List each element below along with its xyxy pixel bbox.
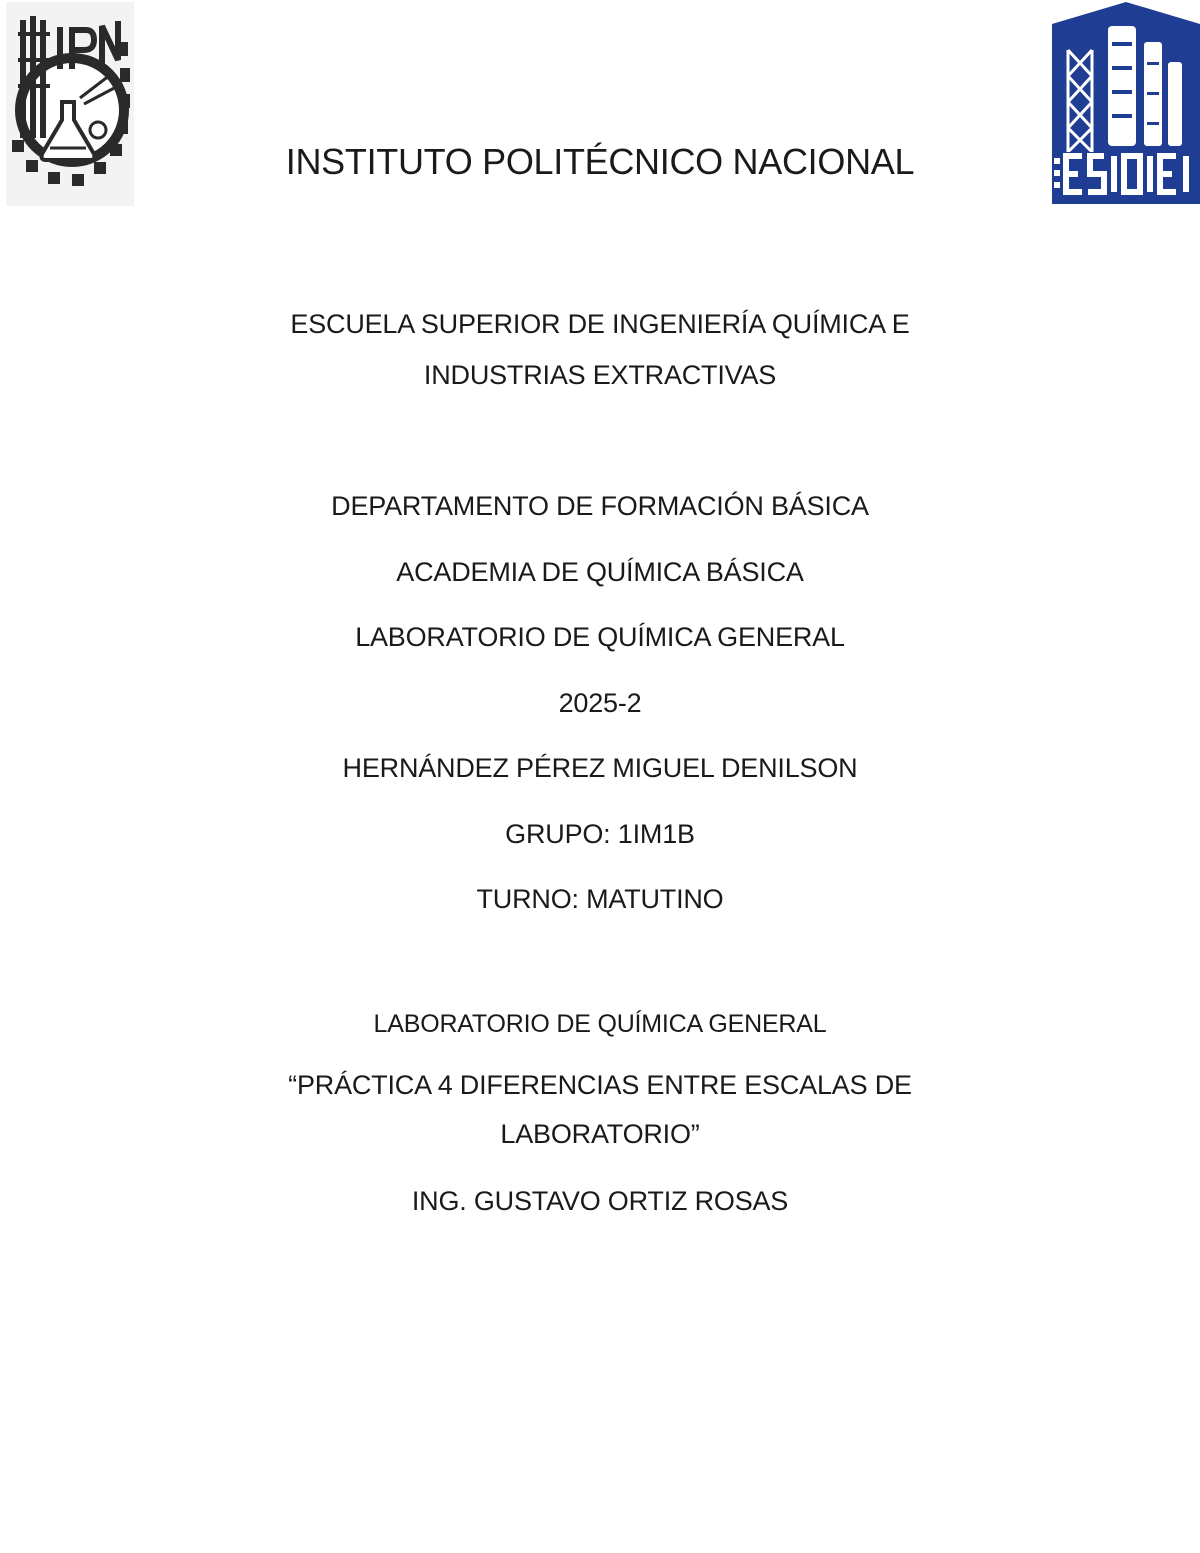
group-label: GRUPO: 1IM1B bbox=[505, 819, 695, 849]
teacher-name: ING. GUSTAVO ORTIZ ROSAS bbox=[411, 1186, 789, 1216]
practice-subject: LABORATORIO DE QUÍMICA GENERAL bbox=[373, 1010, 827, 1038]
student-name: HERNÁNDEZ PÉREZ MIGUEL DENILSON bbox=[342, 753, 858, 783]
school-name-line-2: INDUSTRIAS EXTRACTIVAS bbox=[423, 360, 777, 390]
laboratory-name: LABORATORIO DE QUÍMICA GENERAL bbox=[355, 622, 845, 652]
shift-label: TURNO: MATUTINO bbox=[476, 884, 724, 914]
practice-title-line-1: “PRÁCTICA 4 DIFERENCIAS ENTRE ESCALAS DE bbox=[288, 1070, 912, 1100]
academic-period: 2025-2 bbox=[558, 688, 642, 718]
practice-title-line-2: LABORATORIO” bbox=[500, 1119, 700, 1149]
institution-title: INSTITUTO POLITÉCNICO NACIONAL bbox=[285, 141, 915, 182]
school-name-line-1: ESCUELA SUPERIOR DE INGENIERÍA QUÍMICA E bbox=[290, 309, 910, 339]
academy-name: ACADEMIA DE QUÍMICA BÁSICA bbox=[396, 557, 804, 587]
department-name: DEPARTAMENTO DE FORMACIÓN BÁSICA bbox=[331, 491, 869, 521]
